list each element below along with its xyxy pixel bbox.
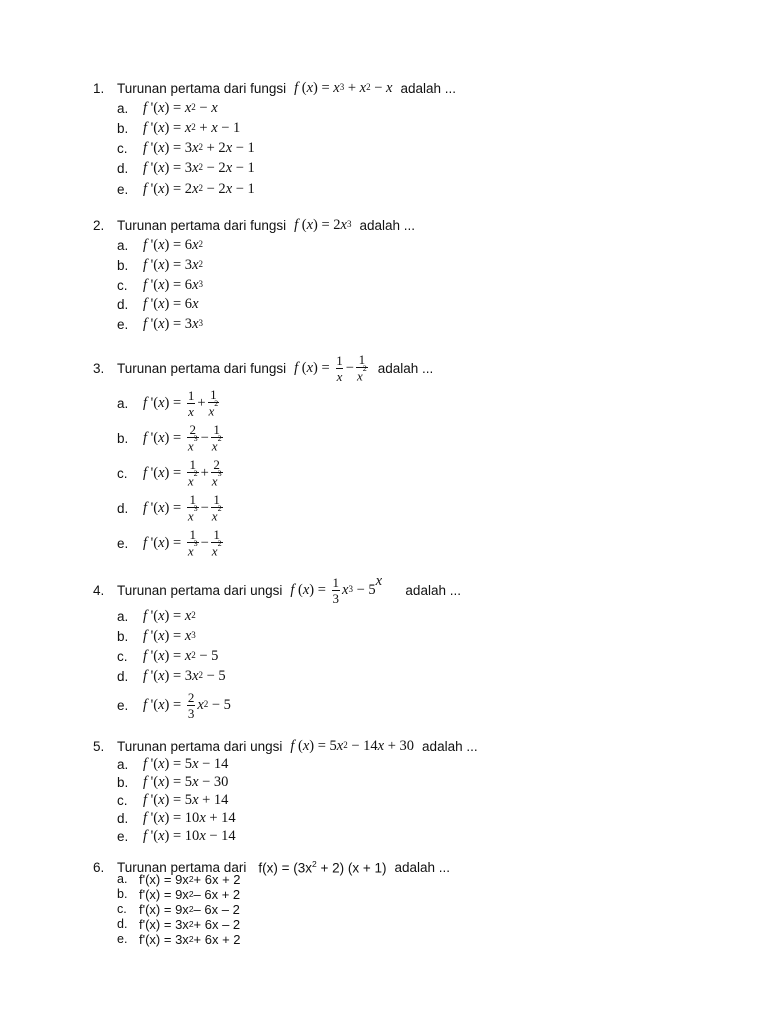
- question-2: [0, 215, 700, 235]
- option-3a: a. f '( x ) = $\frac{1}{x}$ + $\frac{1}{x^2}$: [0, 390, 700, 416]
- option-1c: c. f '( x ) = 3 x $^2$ + 2 x − 1: [117, 139, 255, 156]
- question-1: [0, 78, 700, 98]
- question-number: 6.: [93, 859, 105, 875]
- option-6a: a. f'(x) = 9x 2 + 6x + 2: [117, 871, 241, 887]
- option-formula: f'(x) = 3x 2 + 6x + 2: [139, 931, 241, 947]
- option-formula: f '( x ) = 6 x: [143, 295, 199, 312]
- function-formula: f ( x ) = $\frac{1}{3}$ x $^3$ − 5 x: [290, 573, 383, 606]
- option-formula: f'(x) = 3x 2 + 6x – 2: [139, 916, 241, 932]
- option-formula: f '( x ) = 3 x $^2$ + 2 x − 1: [143, 139, 255, 156]
- function-formula: f ( x ) = 2 x $^3$: [294, 216, 352, 233]
- option-formula: f '( x ) = 5 x − 30: [143, 773, 229, 790]
- option-4a: a. f '( x ) = x $^2$: [117, 607, 196, 624]
- option-1d: d. f '( x ) = 3 x $^2$ − 2 x − 1: [117, 159, 255, 176]
- option-6e: e. f'(x) = 3x 2 + 6x + 2: [117, 931, 241, 947]
- option-formula: f '( x ) = 3 x $^2$ − 5: [143, 667, 226, 684]
- option-2b: b. f '( x ) = 3 x $^2$: [117, 256, 203, 273]
- option-5a: a. f '( x ) = 5 x − 14: [117, 755, 229, 772]
- question-number: 2.: [93, 217, 105, 233]
- question-5: [0, 736, 700, 756]
- option-formula: f '( x ) = x $^2$ − x: [143, 99, 218, 116]
- option-formula: f '( x ) = $\frac{2}{x^3}$ − $\frac{1}{x^2}$: [143, 422, 222, 454]
- option-4e: e. f '( x ) = $\frac{2}{3}$ x $^2$ − 5: [117, 689, 231, 721]
- option-6b: b. f'(x) = 9x 2 – 6x + 2: [117, 886, 241, 902]
- option-5d: d. f '( x ) = 10 x + 14: [117, 809, 236, 826]
- option-formula: f '( x ) = 2 x $^2$ − 2 x − 1: [143, 180, 255, 197]
- option-formula: f '( x ) = 5 x − 14: [143, 755, 229, 772]
- option-formula: f '( x ) = $\frac{1}{x^3}$ − $\frac{1}{x^2}$: [143, 492, 222, 524]
- option-3b: b. f '( x ) = $\frac{2}{x^3}$ − $\frac{1}{x^2}$: [0, 425, 700, 451]
- option-1b: b. f '( x ) = x $^2$ + x − 1: [117, 119, 241, 136]
- question-3: [0, 352, 700, 384]
- option-1e: e. f '( x ) = 2 x $^2$ − 2 x − 1: [117, 180, 255, 197]
- option-formula: f '( x ) = 6 x $^3$: [143, 276, 203, 293]
- option-formula: f'(x) = 9x 2 + 6x + 2: [139, 871, 241, 887]
- function-formula: f ( x ) = x $^3$ + x $^2$ − x: [294, 79, 393, 96]
- question-text: Turunan pertama dari ungsi f ( x ) = $\frac{1}{3}$ x $^3$ − 5 x adalah ...: [117, 573, 461, 606]
- option-formula: f '( x ) = $\frac{1}{x}$ + $\frac{1}{x^2}$: [143, 387, 219, 419]
- option-2c: c. f '( x ) = 6 x $^3$: [117, 276, 203, 293]
- question-number: 5.: [93, 738, 105, 754]
- question-text: Turunan pertama dari fungsi f ( x ) = x $^3$ + x $^2$ − x adalah ...: [117, 79, 457, 96]
- option-3e: e. f '( x ) = $\frac{1}{x^3}$ − $\frac{1}{x^2}$: [0, 530, 700, 556]
- question-text: Turunan pertama dari $f(x) = (3x^2 + 2) (x + 1)$ adalah ...: [117, 858, 451, 876]
- option-formula: f '( x ) = 3 x $^3$: [143, 315, 203, 332]
- option-2d: d. f '( x ) = 6 x: [117, 295, 199, 312]
- function-formula: $f(x) = (3x^2 + 2) (x + 1)$: [258, 858, 387, 876]
- option-formula: f '( x ) = 6 x $^2$: [143, 236, 203, 253]
- option-5c: c. f '( x ) = 5 x + 14: [117, 791, 229, 808]
- option-4b: b. f '( x ) = x $^3$: [117, 627, 196, 644]
- option-1a: a. f '( x ) = x $^2$ − x: [117, 99, 218, 116]
- option-formula: f '( x ) = x $^3$: [143, 627, 196, 644]
- option-3c: c. f '( x ) = $\frac{1}{x^2}$ + $\frac{2}{x^3}$: [0, 460, 700, 486]
- option-formula: f '( x ) = x $^2$: [143, 607, 196, 624]
- question-number: 1.: [93, 80, 105, 96]
- option-formula: f '( x ) = $\frac{1}{x^2}$ + $\frac{2}{x^3}$: [143, 457, 222, 489]
- question-text: Turunan pertama dari fungsi f ( x ) = $\frac{1}{x}$ − $\frac{1}{x^2}$ adalah ...: [117, 352, 434, 384]
- option-formula: f '( x ) = 3 x $^2$ − 2 x − 1: [143, 159, 255, 176]
- question-4: [0, 573, 700, 606]
- question-number: 3.: [93, 360, 105, 376]
- question-number: 4.: [93, 582, 105, 598]
- option-formula: f '( x ) = 10 x − 14: [143, 827, 236, 844]
- option-formula: f'(x) = 9x 2 – 6x + 2: [139, 886, 241, 902]
- option-5e: e. f '( x ) = 10 x − 14: [117, 827, 236, 844]
- option-formula: f'(x) = 9x 2 – 6x – 2: [139, 901, 240, 917]
- question-text: Turunan pertama dari ungsi f ( x ) = 5 x $^2$ − 14 x + 30 adalah ...: [117, 737, 478, 754]
- option-6c: c. f'(x) = 9x 2 – 6x – 2: [117, 901, 240, 917]
- function-formula: f ( x ) = 5 x $^2$ − 14 x + 30: [290, 737, 415, 754]
- option-formula: f '( x ) = 3 x $^2$: [143, 256, 203, 273]
- option-2e: e. f '( x ) = 3 x $^3$: [117, 315, 203, 332]
- option-5b: b. f '( x ) = 5 x − 30: [117, 773, 229, 790]
- option-4c: c. f '( x ) = x $^2$ − 5: [117, 647, 219, 664]
- option-3d: d. f '( x ) = $\frac{1}{x^3}$ − $\frac{1}{x^2}$: [0, 495, 700, 521]
- option-4d: d. f '( x ) = 3 x $^2$ − 5: [117, 667, 226, 684]
- option-6d: d. f'(x) = 3x 2 + 6x – 2: [117, 916, 241, 932]
- function-formula: f ( x ) = $\frac{1}{x}$ − $\frac{1}{x^2}$: [294, 352, 367, 384]
- option-formula: f '( x ) = $\frac{1}{x^3}$ − $\frac{1}{x^2}$: [143, 527, 222, 559]
- option-formula: f '( x ) = 5 x + 14: [143, 791, 229, 808]
- option-2a: a. f '( x ) = 6 x $^2$: [117, 236, 203, 253]
- option-formula: f '( x ) = x $^2$ + x − 1: [143, 119, 241, 136]
- option-formula: f '( x ) = x $^2$ − 5: [143, 647, 219, 664]
- option-formula: f '( x ) = 10 x + 14: [143, 809, 236, 826]
- option-formula: f '( x ) = $\frac{2}{3}$ x $^2$ − 5: [143, 689, 231, 721]
- question-text: Turunan pertama dari fungsi f ( x ) = 2 x $^3$ adalah ...: [117, 216, 416, 233]
